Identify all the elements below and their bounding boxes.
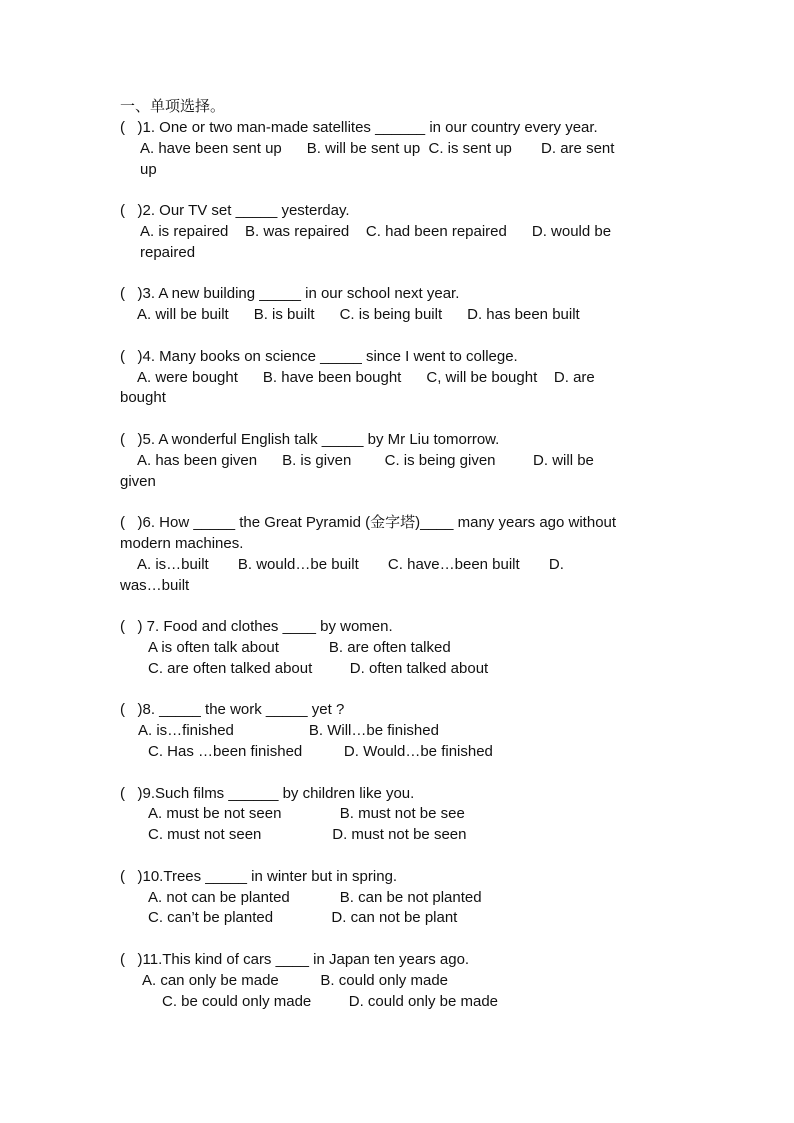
question-10-stem: ( )10.Trees _____ in winter but in spring.	[120, 868, 398, 885]
question-8-options-cd: C. Has …been finished D. Would…be finished	[148, 743, 493, 760]
question-6-stem-wrap: modern machines.	[120, 535, 244, 552]
question-3-options: A. will be built B. is built C. is being built D. has been built	[137, 306, 580, 323]
question-2-stem: ( )2. Our TV set _____ yesterday.	[120, 202, 350, 219]
question-1-options: A. have been sent up B. will be sent up C. is sent up D. are sent	[140, 140, 615, 157]
question-5-options: A. has been given B. is given C. is being given D. will be	[137, 452, 594, 469]
question-1-options-wrap: up	[140, 161, 157, 178]
question-7-options-ab: A is often talk about B. are often talked	[148, 639, 451, 656]
question-6-options-wrap: was…built	[120, 577, 190, 594]
question-9-options-cd: C. must not seen D. must not be seen	[148, 826, 467, 843]
question-4-stem: ( )4. Many books on science _____ since I went to college.	[120, 348, 518, 365]
question-7-stem: ( ) 7. Food and clothes ____ by women.	[120, 618, 393, 635]
question-5-options-wrap: given	[120, 473, 156, 490]
question-9-options-ab: A. must be not seen B. must not be see	[148, 805, 465, 822]
question-6-options: A. is…built B. would…be built C. have…been built D.	[137, 556, 564, 573]
question-1-stem: ( )1. One or two man-made satellites ______ in our country every year.	[120, 119, 598, 136]
question-11-options-cd: C. be could only made D. could only be made	[162, 993, 499, 1010]
question-8-options-ab: A. is…finished B. Will…be finished	[138, 722, 439, 739]
question-10-options-cd: C. can’t be planted D. can not be plant	[148, 909, 458, 926]
question-6-stem: ( )6. How _____ the Great Pyramid (金字塔)____ many years ago without	[120, 514, 617, 531]
question-9-stem: ( )9.Such films ______ by children like you.	[120, 785, 415, 802]
question-4-options-wrap: bought	[120, 389, 166, 406]
question-2-options-wrap: repaired	[140, 244, 196, 261]
question-3-stem: ( )3. A new building _____ in our school next year.	[120, 285, 460, 302]
question-4-options: A. were bought B. have been bought C, will be bought D. are	[137, 369, 595, 386]
question-11-options-ab: A. can only be made B. could only made	[142, 972, 448, 989]
question-11-stem: ( )11.This kind of cars ____ in Japan ten years ago.	[120, 951, 470, 968]
question-7-options-cd: C. are often talked about D. often talked about	[148, 660, 489, 677]
question-5-stem: ( )5. A wonderful English talk _____ by Mr Liu tomorrow.	[120, 431, 500, 448]
question-2-options: A. is repaired B. was repaired C. had been repaired D. would be	[140, 223, 612, 240]
section-title: 一、单项选择。	[120, 98, 226, 115]
question-10-options-ab: A. not can be planted B. can be not planted	[148, 889, 482, 906]
question-8-stem: ( )8. _____ the work _____ yet ?	[120, 701, 345, 718]
